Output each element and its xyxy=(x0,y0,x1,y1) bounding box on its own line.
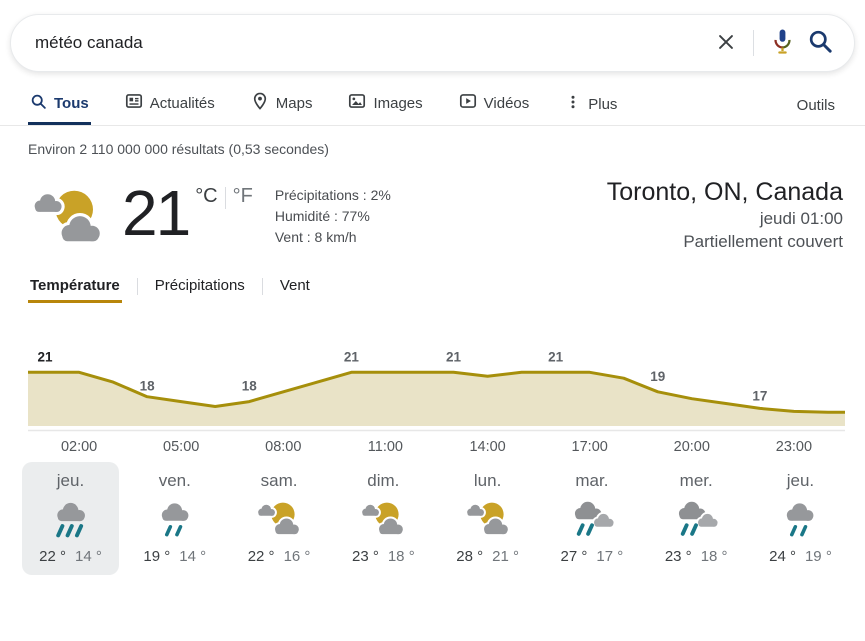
forecast-day-label: sam. xyxy=(260,471,298,490)
forecast-temps xyxy=(22,548,119,565)
forecast-day-label: dim. xyxy=(367,471,400,490)
svg-text:23:00: 23:00 xyxy=(775,439,813,455)
forecast-day-label: mar. xyxy=(575,471,609,490)
tab-actualites[interactable] xyxy=(123,92,217,125)
forecast-day-label: jeu. xyxy=(786,471,815,490)
location-title: Toronto, ON, Canada xyxy=(606,178,843,206)
svg-text:17: 17 xyxy=(752,388,768,404)
svg-text:11:00: 11:00 xyxy=(367,439,404,455)
svg-text:21: 21 xyxy=(445,349,462,365)
wtab-divider xyxy=(262,278,263,295)
forecast-day[interactable] xyxy=(439,462,536,575)
result-tabs xyxy=(0,72,865,126)
search-bar xyxy=(10,14,855,72)
forecast-hi: 28 ° xyxy=(456,548,484,565)
weather-details xyxy=(275,185,391,248)
search-icon xyxy=(807,28,834,58)
results-stats: Environ 2 110 000 000 résultats (0,53 secondes) xyxy=(28,141,329,157)
svg-text:21: 21 xyxy=(37,349,53,365)
forecast-day-label: lun. xyxy=(473,471,502,490)
svg-text:08:00: 08:00 xyxy=(265,439,302,455)
tab-videos[interactable] xyxy=(457,92,532,125)
temperature-chart[interactable] xyxy=(28,331,845,456)
rain-light-icon xyxy=(752,493,849,545)
image-icon xyxy=(348,92,366,114)
partly-cloudy-icon xyxy=(335,493,432,545)
tab-vent[interactable]: Vent xyxy=(279,277,310,294)
svg-text:14:00: 14:00 xyxy=(469,439,506,455)
forecast-day[interactable] xyxy=(543,462,640,575)
rain-light-icon xyxy=(126,493,223,545)
forecast-hi: 27 ° xyxy=(560,548,588,565)
forecast-temps xyxy=(439,548,536,565)
forecast-lo: 16 ° xyxy=(283,548,311,565)
forecast-hi: 19 ° xyxy=(143,548,171,565)
tab-label: Actualités xyxy=(149,94,215,112)
forecast-day-label: jeu. xyxy=(56,471,85,490)
forecast-lo: 19 ° xyxy=(804,548,832,565)
forecast-day-label: ven. xyxy=(158,471,191,490)
svg-text:02:00: 02:00 xyxy=(60,439,98,455)
forecast-temps xyxy=(543,548,640,565)
forecast-hi: 23 ° xyxy=(664,548,692,565)
tab-label: Tous xyxy=(54,95,89,112)
forecast-day[interactable] xyxy=(126,462,223,575)
forecast-temps xyxy=(231,548,328,565)
tab-plus[interactable] xyxy=(563,94,619,125)
close-icon xyxy=(715,31,737,56)
forecast-lo: 18 ° xyxy=(700,548,728,565)
tab-precipitations[interactable]: Précipitations xyxy=(154,277,245,294)
fahrenheit-toggle[interactable]: °F xyxy=(232,185,253,207)
forecast-hi: 22 ° xyxy=(247,548,275,565)
microphone-icon xyxy=(770,28,795,58)
partly-cloudy-icon xyxy=(439,493,536,545)
tab-label: Plus xyxy=(588,95,618,113)
forecast-hi: 24 ° xyxy=(769,548,796,565)
forecast-lo: 17 ° xyxy=(596,548,624,565)
tab-tous[interactable] xyxy=(28,93,91,125)
weather-tabs xyxy=(28,277,845,303)
tab-outils[interactable] xyxy=(795,97,837,125)
pin-icon xyxy=(251,92,269,114)
partly-cloudy-icon xyxy=(231,493,328,545)
location-condition: Partiellement couvert xyxy=(683,232,843,251)
clear-search-button[interactable] xyxy=(709,31,743,56)
svg-text:17:00: 17:00 xyxy=(571,439,608,455)
humidity-detail: Humidité : 77% xyxy=(274,208,370,224)
forecast-temps xyxy=(648,548,745,565)
tab-images[interactable] xyxy=(346,92,424,125)
search-submit-button[interactable] xyxy=(801,28,834,58)
tab-label: Outils xyxy=(796,97,835,114)
dots-icon xyxy=(565,94,581,114)
showers-icon xyxy=(543,493,640,545)
svg-text:19: 19 xyxy=(650,368,666,384)
weather-widget xyxy=(0,177,865,456)
current-temperature: 21 xyxy=(122,177,190,249)
forecast-day[interactable] xyxy=(335,462,432,575)
forecast-day[interactable] xyxy=(231,462,328,575)
unit-toggle xyxy=(195,185,253,209)
forecast-row xyxy=(0,462,865,575)
tab-label: Maps xyxy=(275,94,313,112)
forecast-temps xyxy=(752,548,849,565)
unit-divider xyxy=(225,187,226,209)
forecast-day-label: mer. xyxy=(679,471,713,490)
tab-label: Images xyxy=(373,94,423,112)
forecast-hi: 22 ° xyxy=(39,548,66,565)
svg-text:21: 21 xyxy=(343,349,359,365)
location-block xyxy=(607,177,845,253)
voice-search-button[interactable] xyxy=(764,28,801,58)
wind-detail: Vent : 8 km/h xyxy=(274,229,357,245)
forecast-day[interactable] xyxy=(648,462,745,575)
showers-icon xyxy=(648,493,745,545)
svg-text:21: 21 xyxy=(548,349,564,365)
svg-text:20:00: 20:00 xyxy=(673,439,710,455)
svg-text:18: 18 xyxy=(241,378,257,394)
tab-temperature[interactable]: Température xyxy=(28,277,122,303)
forecast-hi: 23 ° xyxy=(351,548,379,565)
precipitation-detail: Précipitations : 2% xyxy=(274,187,391,203)
forecast-lo: 14 ° xyxy=(75,548,102,565)
rain-heavy-icon xyxy=(22,493,119,545)
current-conditions xyxy=(28,177,845,257)
search-input[interactable] xyxy=(35,33,709,53)
svg-text:05:00: 05:00 xyxy=(163,439,200,455)
location-datetime: jeudi 01:00 xyxy=(759,209,843,228)
celsius-toggle[interactable]: °C xyxy=(195,185,218,207)
svg-text:18: 18 xyxy=(139,378,155,394)
tab-label: Vidéos xyxy=(483,94,530,112)
forecast-temps xyxy=(126,548,223,565)
forecast-lo: 18 ° xyxy=(387,548,415,565)
forecast-lo: 14 ° xyxy=(179,548,207,565)
tab-maps[interactable] xyxy=(249,92,315,125)
current-condition-icon xyxy=(28,177,108,257)
search-icon xyxy=(30,93,47,114)
video-icon xyxy=(459,92,477,114)
searchbar-divider xyxy=(753,30,754,56)
forecast-day[interactable] xyxy=(752,462,849,575)
wtab-divider xyxy=(137,278,138,295)
news-icon xyxy=(125,92,143,114)
forecast-lo: 21 ° xyxy=(492,548,519,565)
forecast-temps xyxy=(335,548,432,565)
forecast-day[interactable] xyxy=(22,462,119,575)
